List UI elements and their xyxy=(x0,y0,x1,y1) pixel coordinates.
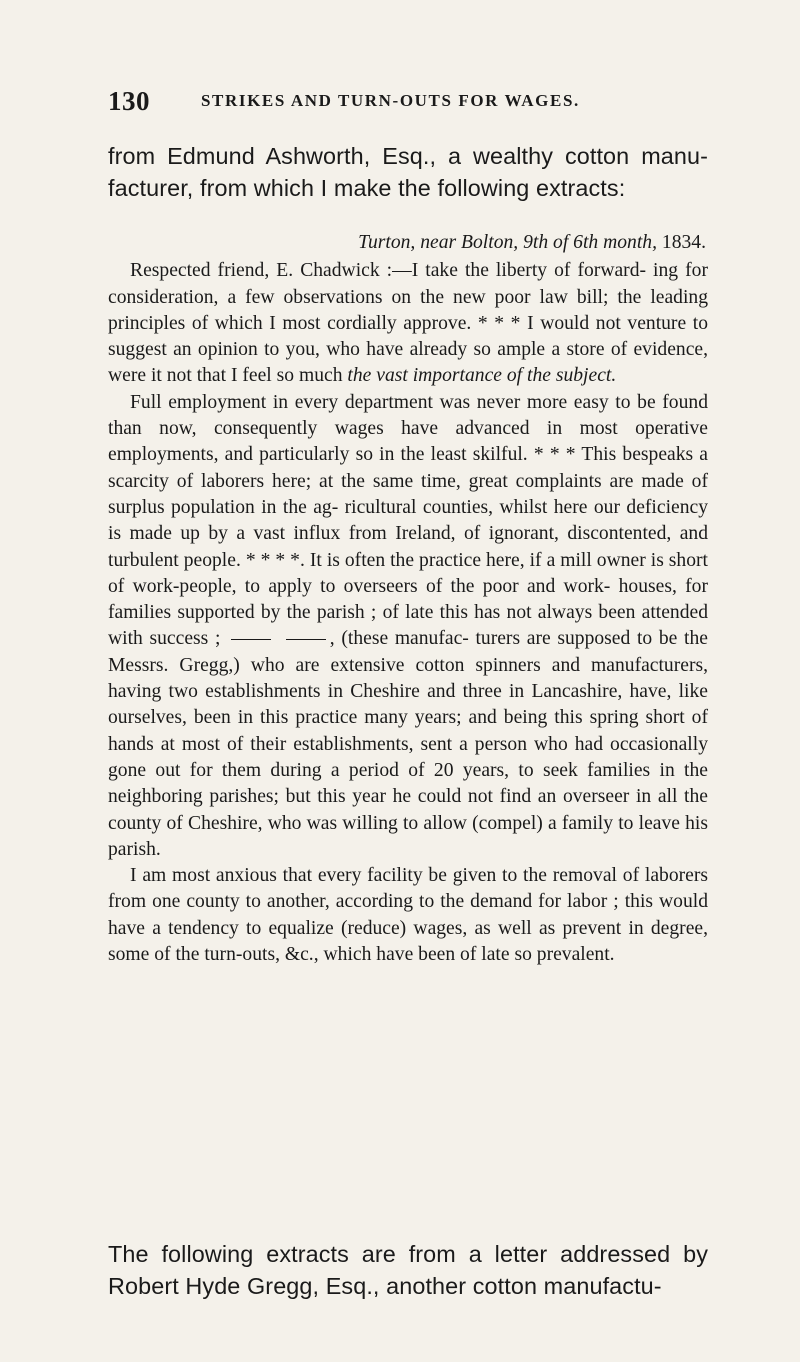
letter-extract xyxy=(108,230,708,968)
lead-text: from Edmund Ashworth, Esq., a wealthy cotton manu- facturer, from which I make the following extracts: xyxy=(108,143,708,201)
dateline-year: 1834. xyxy=(661,232,706,253)
closing-paragraph xyxy=(108,1238,708,1302)
page-header xyxy=(108,86,708,120)
letter-paragraph-1 xyxy=(108,258,708,389)
paragraph-1-text: Respected friend, E. Chadwick :—I take the liberty of forward- ing for consideration, a few observations on the new poor law bill; the leading principles of which I most cordially approve. * * * I would not venture to suggest an opinion to you, who have already so ample a store of evidence, were it not that I feel so much xyxy=(108,260,708,387)
page-number: 130 xyxy=(108,86,150,116)
letter-paragraph-3: I am most anxious that every facility be given to the removal of laborers from one county to another, according to the demand for labor ; this would have a tendency to equalize (reduce) wages, as well as prevent in degree, some of the turn-outs, &c., which have been of late so prevalent. xyxy=(108,865,708,966)
omission-dash xyxy=(286,639,326,640)
paragraph-2-after: , (these manufac- turers are supposed to be the Messrs. Gregg,) who are extensive cotton spinners and manufacturers, having two establishments in Cheshire and three in Lancashire, have, like ourselves, been in this practice many years; and being this spring short of hands at most of their establishments, sent a person who had occasionally gone out for them during a period of 20 years, to seek families in the neighboring parishes; but this year he could not find an overseer in all the county of Cheshire, who was willing to allow (compel) a family to leave his parish. xyxy=(108,628,708,860)
paragraph-1-emphasis: the vast importance of the subject. xyxy=(347,365,617,387)
running-title: STRIKES AND TURN-OUTS FOR WAGES. xyxy=(201,91,580,110)
letter-dateline xyxy=(108,230,708,256)
closing-text: The following extracts are from a letter addressed by Robert Hyde Gregg, Esq., another cotton manufactu- xyxy=(108,1241,708,1299)
paragraph-2-before: Full employment in every department was never more easy to be found than now, consequently wages have advanced in most operative employments, and particularly so in the least skilful. * * * This bespeaks a scarcity of laborers here; at the same time, great complaints are made of surplus population in the ag- ricultural counties, whilst here our deficiency is made up by a vast influx from Ireland, of ignorant, discontented, and turbulent people. * * * *. It is often the practice here, if a mill owner is short of work-people, to apply to overseers of the poor and work- houses, for families supported by the parish ; of late this has not always been attended with success ; xyxy=(108,391,708,650)
dateline-place: Turton, near Bolton, xyxy=(358,232,519,253)
dateline-date: 9th of 6th month, xyxy=(523,232,657,253)
lead-paragraph xyxy=(108,140,708,204)
omission-dash xyxy=(231,639,271,640)
letter-paragraph-2 xyxy=(108,390,708,863)
